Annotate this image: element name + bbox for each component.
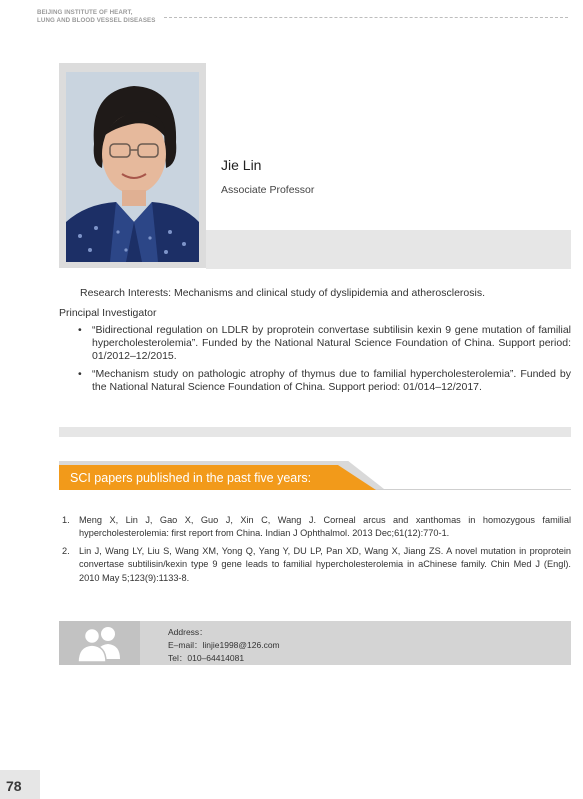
grant-item bbox=[78, 324, 571, 363]
portrait-illustration bbox=[66, 72, 199, 262]
grant-item bbox=[78, 368, 571, 394]
principal-investigator-label: Principal Investigator bbox=[59, 307, 157, 319]
contact-address: Address： bbox=[168, 627, 208, 637]
contact-tel: Tel：010–64414081 bbox=[168, 653, 245, 663]
people-icon bbox=[59, 621, 140, 665]
contact-details bbox=[168, 626, 280, 665]
paper-item bbox=[60, 514, 571, 541]
bullet-icon: • bbox=[78, 324, 82, 336]
paper-list bbox=[60, 514, 571, 589]
section-divider bbox=[59, 427, 571, 437]
paper-number: 2. bbox=[62, 545, 70, 556]
contact-icon-box bbox=[59, 621, 140, 665]
contact-email: E–mail：linjie1998@126.com bbox=[168, 640, 280, 650]
grant-text: “Mechanism study on pathologic atrophy of thymus due to familial hypercholesterolemia”. Funded by the National Natural Science Foundation of China. Support period: 01/014–12/2017. bbox=[92, 368, 571, 393]
paper-citation: Meng X, Lin J, Gao X, Guo J, Xin C, Wang J. Corneal arcus and xanthomas in homozygous familial hypercholesterolemia: first report from China. Indian J Ophthalmol. 2013 Dec;61(12):770-1. bbox=[79, 515, 571, 539]
header-line-1: BEIJING INSTITUTE OF HEART, bbox=[37, 9, 133, 16]
paper-citation: Lin J, Wang LY, Liu S, Wang XM, Yong Q, Yang Y, DU LP, Pan XD, Wang X, Jiang ZS. A novel mutation in proprotein convertase subtilisin/kexin type 9 gene leads to familial hypercholesterolemia in aChinese family. Chin Med J (Engl). 2010 May 5;123(9):1133-8. bbox=[79, 545, 571, 583]
grant-text: “Bidirectional regulation on LDLR by proprotein convertase subtilisin kexin 9 gene mutation of familial hypercholesterolemia”. Funded by the National Natural Science Foundation of China. Support period: 01/2012–12/2015. bbox=[92, 324, 571, 362]
bullet-icon: • bbox=[78, 368, 82, 380]
page-number: 78 bbox=[0, 770, 40, 799]
profile-name: Jie Lin bbox=[221, 157, 262, 173]
running-header bbox=[37, 9, 156, 25]
grant-list bbox=[78, 324, 571, 399]
research-interests: Research Interests: Mechanisms and clinical study of dyslipidemia and atherosclerosis. bbox=[80, 287, 486, 299]
profile-title: Associate Professor bbox=[221, 184, 315, 196]
paper-number: 1. bbox=[62, 515, 70, 525]
name-panel-bar bbox=[206, 230, 571, 269]
header-dashed-rule bbox=[164, 17, 568, 18]
portrait-photo bbox=[66, 72, 199, 262]
header-line-2: LUNG AND BLOOD VESSEL DISEASES bbox=[37, 17, 156, 24]
sci-heading: SCI papers published in the past five years: bbox=[70, 471, 312, 485]
paper-item bbox=[60, 545, 571, 585]
